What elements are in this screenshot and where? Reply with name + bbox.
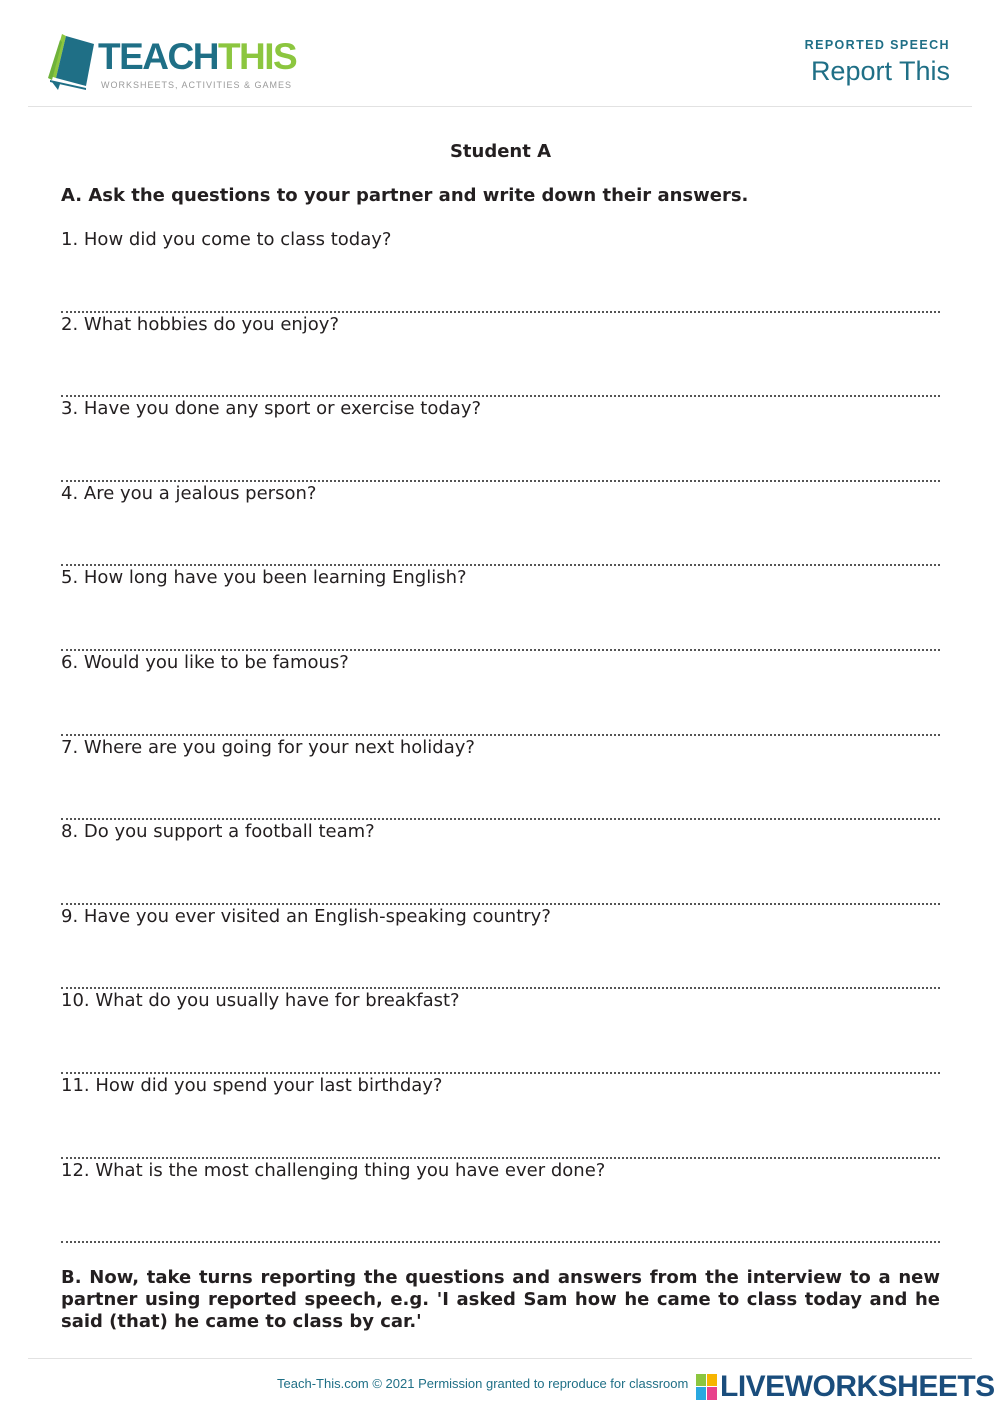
answer-line-2[interactable] bbox=[61, 337, 940, 398]
answer-line-12[interactable] bbox=[61, 1183, 940, 1244]
answer-line-11[interactable] bbox=[61, 1098, 940, 1159]
instruction-a: A. Ask the questions to your partner and write down their answers. bbox=[61, 185, 749, 206]
student-label: Student A bbox=[449, 141, 552, 162]
question-11: 11. How did you spend your last birthday? bbox=[61, 1074, 443, 1096]
answer-line-8[interactable] bbox=[61, 844, 940, 905]
answer-line-4[interactable] bbox=[61, 506, 940, 567]
logo-text-this: THIS bbox=[217, 36, 297, 77]
answer-line-6[interactable] bbox=[61, 675, 940, 736]
instruction-b: B. Now, take turns reporting the questions and answers from the interview to a new partner using reported speech, e.g. 'I asked Sam how he came to class today and he said (that) he came to class by car.' bbox=[61, 1267, 940, 1333]
question-8: 8. Do you support a football team? bbox=[61, 821, 375, 843]
copyright-text: Teach-This.com © 2021 Permission granted to reproduce for classroom bbox=[277, 1376, 689, 1391]
question-9: 9. Have you ever visited an English-speaking country? bbox=[61, 905, 551, 927]
question-list bbox=[61, 228, 940, 1243]
question-2: 2. What hobbies do you enjoy? bbox=[61, 313, 340, 335]
question-6: 6. Would you like to be famous? bbox=[61, 651, 349, 673]
logo-tagline: WORKSHEETS, ACTIVITIES & GAMES bbox=[101, 80, 293, 90]
liveworksheets-text: LIVEWORKSHEETS bbox=[720, 1370, 995, 1403]
logo-text-teach: TEACH bbox=[98, 36, 218, 77]
question-3: 3. Have you done any sport or exercise today? bbox=[61, 398, 482, 420]
question-5: 5. How long have you been learning English? bbox=[61, 567, 467, 589]
answer-line-9[interactable] bbox=[61, 929, 940, 990]
question-10: 10. What do you usually have for breakfast? bbox=[61, 990, 460, 1012]
worksheet-title: Report This bbox=[810, 56, 950, 86]
worksheet-body bbox=[61, 140, 940, 1333]
liveworksheets-blocks-icon bbox=[696, 1370, 720, 1404]
footer-divider bbox=[28, 1358, 972, 1359]
question-12: 12. What is the most challenging thing you have ever done? bbox=[61, 1159, 606, 1181]
answer-line-5[interactable] bbox=[61, 590, 940, 651]
liveworksheets-watermark bbox=[696, 1370, 995, 1404]
question-4: 4. Are you a jealous person? bbox=[61, 482, 317, 504]
worksheet-category: REPORTED SPEECH bbox=[804, 38, 950, 52]
page-header bbox=[0, 0, 1000, 108]
teach-this-logo bbox=[46, 32, 296, 94]
answer-line-1[interactable] bbox=[61, 252, 940, 313]
question-1: 1. How did you come to class today? bbox=[61, 229, 392, 250]
answer-line-7[interactable] bbox=[61, 760, 940, 821]
header-titles bbox=[805, 38, 950, 87]
answer-line-3[interactable] bbox=[61, 421, 940, 482]
answer-line-10[interactable] bbox=[61, 1013, 940, 1074]
header-divider bbox=[28, 106, 972, 107]
question-7: 7. Where are you going for your next holiday? bbox=[61, 736, 475, 758]
book-logo-icon bbox=[46, 32, 96, 92]
